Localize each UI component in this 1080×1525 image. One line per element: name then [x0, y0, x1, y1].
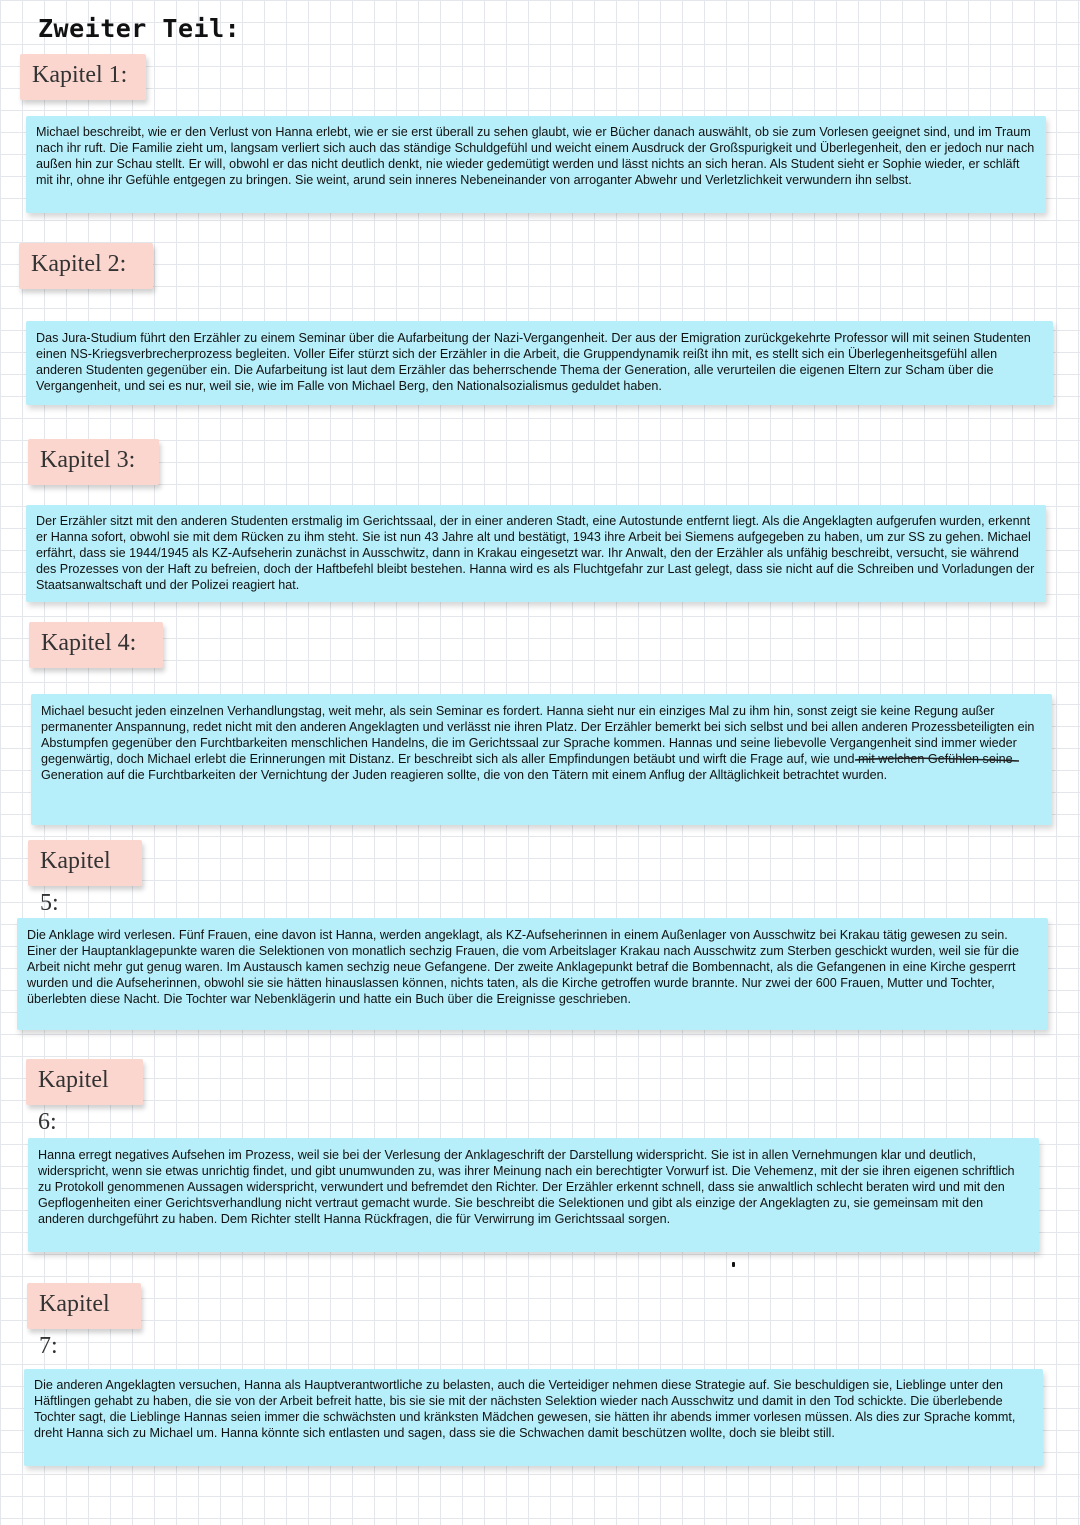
chapter-1-text: Michael beschreibt, wie er den Verlust von Hanna erlebt, wie er sie erst überall zu sehen glaubt, wie er Bücher danach auswählt, ob sie zum Vorlesen geeignet sind, und im Traum nach ihr ruft. Die Familie zieht um, langsam verliert sich auch das ständige Schuldgefühl und weicht einem Ausdruck der Großspurigkeit und Überlegenheit, den er jedoch nur nach außen hin zur Schau stellt. Er will, obwohl er das nicht deutlich denkt, nie wieder gedemütigt werden und lässt nichts an sich heran. Als Student sieht er Sophie wieder, er schläft mit ihr, ohne ihr Gefühle entgegen zu bringen. Sie weint, arund sein inneres Nebeneinander von arroganter Abwehr und Verletzlichkeit verwundern ihn selbst. — [36, 125, 1035, 187]
chapter-4-title: Kapitel 4: — [29, 622, 163, 668]
chapter-6-text: Hanna erregt negatives Aufsehen im Prozess, weil sie bei der Verlesung der Anklageschrift der Darstellung widerspricht. Sie ist in allen Vernehmungen klar und deutlich, widerspricht, wenn sie etwas unrichtig findet, und gibt unumwunden zu, was ihrer Meinung nach ein berechtigter Vorwurf ist. Die Vehemenz, mit der sie ihren eigenen schriftlich zu Protokoll genommenen Aussagen widerspricht, verwundert und befremdet den Richter. Der Erzähler erkennt schnell, dass sie anwaltlich schlecht beraten wird und mit den Gepflogenheiten einer Gerichtsverhandlung nicht vertraut gemacht wurde. Sie beschreibt die Selektionen und gibt als einzige der Angeklagten zu, sie gemeinsam mit den anderen durchgeführt zu haben. Dem Richter stellt Hanna Rückfragen, die für Verwirrung im Gerichtssaal sorgen. — [38, 1148, 1015, 1226]
chapter-3-text: Der Erzähler sitzt mit den anderen Studenten erstmalig im Gerichtssaal, der in einer anderen Stadt, eine Autostunde entfernt liegt. Als die Angeklagten aufgerufen wurden, erkennt er Hanna sofort, obwohl sie mit dem Rücken zu ihm steht. Sie ist nun 43 Jahre alt und bestätigt, 1943 ihre Arbeit bei Siemens aufgegeben zu haben, um zur SS zu gehen. Michael erfährt, dass sie 1944/1945 als KZ-Aufseherin zunächst in Ausschwitz, dann in Krakau eingesetzt war. Ihr Anwalt, den der Erzähler als unfähig beschreibt, versucht, sie während des Prozesses von der Haft zu befreien, doch der Haftbefehl bleibt bestehen. Hanna wird es als Fluchtgefahr zur Last gelegt, dass sie nicht auf die Schreiben und Vorladungen der Staatsanwaltschaft und der Polizei reagiert hat. — [36, 514, 1035, 592]
chapter-1-title: Kapitel 1: — [20, 54, 146, 100]
chapter-5-summary — [17, 918, 1048, 1030]
ink-dot — [732, 1262, 735, 1267]
chapter-2-text: Das Jura-Studium führt den Erzähler zu einem Seminar über die Aufarbeitung der Nazi-Vergangenheit. Der aus der Emigration zurückgekehrte Professor will mit seinen Studenten einen NS-Kriegsverbrecherprozess begleiten. Voller Eifer stürzt sich der Erzähler in die Arbeit, die Gruppendynamik reißt ihn mit, es stellt sich ein Überlegenheitsgefühl allen anderen Studenten gegenüber ein. Die Aufarbeitung ist laut dem Erzähler das beherrschende Thema der Generation, alle verurteilen die eigenen Eltern zur Scham über die Vergangenheit, und sei es nur, weil sie, wie im Falle von Michael Berg, den Nationalsozialismus geduldet haben. — [36, 331, 1031, 393]
chapter-7-summary — [24, 1369, 1043, 1466]
page-heading: Zweiter Teil: — [38, 14, 241, 43]
chapter-5-title: Kapitel 5: — [28, 840, 142, 886]
chapter-1-summary — [26, 116, 1046, 213]
chapter-5-text: Die Anklage wird verlesen. Fünf Frauen, eine davon ist Hanna, werden angeklagt, als KZ-Aufseherinnen in einem Außenlager von Ausschwitz bei Krakau tätig gewesen zu sein. Einer der Hauptanklagepunkte waren die Selektionen von monatlich sechzig Frauen, die vom Arbeitslager Krakau nach Ausschwitz zum Sterben geschickt wurden, weil sie für die Arbeit nicht mehr gut genug waren. Im Austausch kamen sechzig neue Gefangene. Der zweite Anklagepunkt betraf die Bombennacht, als die Gefangenen in eine Kirche gesperrt wurden und die Aufseherinnen, obwohl sie sie hätten hinauslassen können, nichts taten, als die Kirche getroffen wurde brannte. Nur zwei der 600 Frauen, Mutter und Tochter, überlebten diese Nacht. Die Tochter war Nebenklägerin und hatte ein Buch über die Ereignisse geschrieben. — [27, 928, 1019, 1006]
chapter-2-summary — [26, 321, 1053, 405]
chapter-2-title: Kapitel 2: — [19, 243, 153, 289]
chapter-6-summary — [28, 1138, 1039, 1252]
chapter-7-text: Die anderen Angeklagten versuchen, Hanna als Hauptverantwortliche zu belasten, auch die Verteidiger nehmen diese Strategie auf. Sie beschuldigen sie, Lieblinge unter den Häftlingen gehabt zu haben, die sie von der Arbeit befreit hatte, bis sie sie mit der nächsten Selektion wieder nach Ausschwitz und damit in den Tod schickte. Die überlebende Tochter sagt, die Lieblinge Hannas seien immer die schwächsten und kränksten Mädchen gewesen, sie hätten ihr abends immer vorlesen müssen. Als dies zur Sprache kommt, dreht Hanna sich zu Michael um. Hanna könnte sich entlasten und sagen, dass sie die Schwachen damit beschützen wollte, doch sie bleibt still. — [34, 1378, 1016, 1440]
chapter-7-title: Kapitel 7: — [27, 1283, 141, 1329]
chapter-3-title: Kapitel 3: — [28, 439, 159, 485]
ink-underline — [853, 756, 1021, 764]
chapter-3-summary — [26, 505, 1046, 602]
chapter-6-title: Kapitel 6: — [26, 1059, 143, 1105]
chapter-4-text: Michael besucht jeden einzelnen Verhandlungstag, weit mehr, als sein Seminar es fordert. Hanna sieht nur ein einziges Mal zu ihm hin, sonst zeigt sie keine Regung außer permanenter Anspannung, redet nicht mit den anderen Angeklagten und verlässt nie ihren Platz. Der Erzähler bemerkt bei sich selbst und bei allen anderen Prozessbeteiligten ein Abstumpfen gegenüber den Furchtbarkeiten menschlichen Handelns, die im Gerichtssaal zur Sprache kommen. Hannas und seine liebevolle Vergangenheit sind immer wieder gegenwärtig, doch Michael erlebt die Erinnerungen mit Distanz. Er beschreibt sich als aller Empfindungen betäubt und wirft die Frage auf, wie und mit welchen Gefühlen seine Generation auf die Furchtbarkeiten der Vernichtung der Juden reagieren sollte, die von den Tätern mit einem Anflug der Alltäglichkeit betrachtet wurden. — [41, 704, 1035, 782]
